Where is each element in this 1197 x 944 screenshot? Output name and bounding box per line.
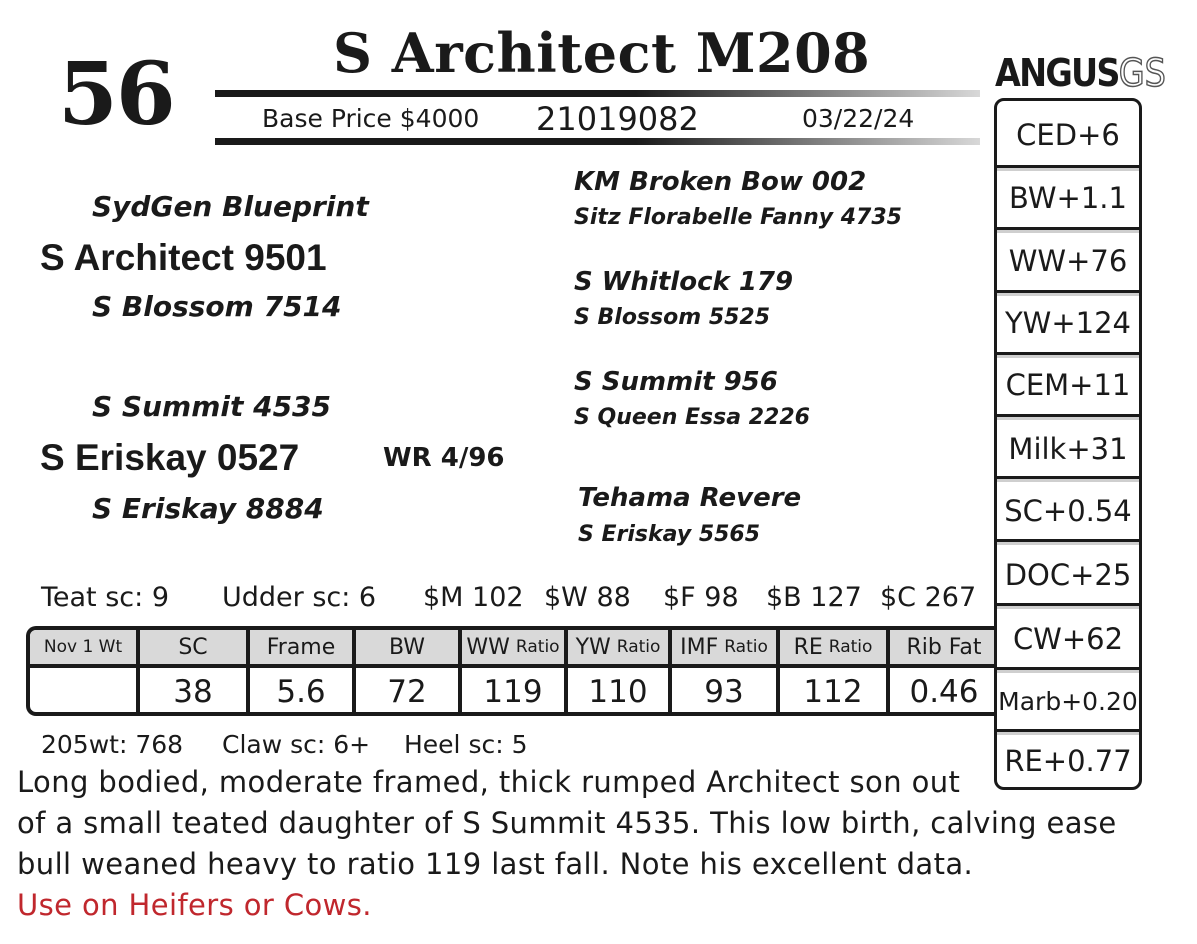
table-divider	[564, 630, 568, 712]
header-nov1wt	[30, 630, 136, 664]
logo-main-text: ANGUS	[995, 51, 1119, 95]
header-sublabel: Ratio	[515, 637, 560, 657]
header-sc	[140, 630, 246, 664]
sale-date: 03/22/24	[802, 104, 915, 133]
logo-suffix-text: GS	[1118, 51, 1166, 95]
table-divider	[458, 630, 462, 712]
claw-score: Claw sc: 6+	[222, 730, 371, 759]
value-nov1wt	[30, 668, 136, 716]
index-w: $W 88	[544, 582, 631, 613]
header-sublabel: Ratio	[828, 637, 873, 657]
epd-ced: CED+6	[1016, 118, 1120, 152]
bull-name: S Architect M208	[333, 21, 871, 85]
header-label: Nov 1 Wt	[43, 637, 123, 657]
description	[17, 762, 1187, 926]
table-header-row	[30, 630, 994, 668]
header-label: SC	[178, 634, 208, 660]
value-frame: 5.6	[276, 674, 326, 710]
base-price: Base Price $4000	[262, 104, 480, 133]
header-label: IMF	[680, 634, 719, 660]
header-label: YW	[575, 634, 611, 660]
epd-cem: CEM+11	[1005, 368, 1131, 402]
header-label: BW	[388, 634, 426, 660]
pedigree-right-dam: Sitz Florabelle Fanny 4735	[574, 205, 902, 230]
value-bw: 72	[387, 674, 427, 710]
header-re-ratio	[780, 630, 886, 664]
table-values-row	[30, 668, 994, 716]
epd-sc: SC+0.54	[1004, 494, 1132, 528]
epd-cw: CW+62	[1012, 622, 1124, 656]
table-divider	[886, 630, 890, 712]
index-b: $B 127	[766, 582, 862, 613]
epd-ww: WW+76	[1008, 244, 1128, 278]
angus-gs-logo	[995, 51, 1166, 95]
dam-sire: S Summit 4535	[92, 390, 332, 423]
table-divider	[246, 630, 250, 712]
use-note: Use on Heifers or Cows.	[17, 888, 372, 922]
dam: S Eriskay 0527	[40, 437, 300, 478]
value-ww-ratio: 119	[483, 674, 543, 710]
heel-score: Heel sc: 5	[404, 730, 528, 759]
value-imf-ratio: 93	[704, 674, 744, 710]
header-label: Frame	[266, 634, 336, 660]
epd-divider	[997, 539, 1139, 542]
epd-milk: Milk+31	[1008, 432, 1128, 466]
header-yw-ratio	[568, 630, 668, 664]
value-re-ratio: 112	[803, 674, 863, 710]
epd-yw: YW+124	[1004, 306, 1132, 340]
value-yw-ratio: 110	[588, 674, 648, 710]
epd-divider	[997, 603, 1139, 606]
description-line: of a small teated daughter of S Summit 4535. This low birth, calving ease	[17, 806, 1117, 840]
table-divider	[136, 630, 140, 712]
table-divider	[668, 630, 672, 712]
description-line: Long bodied, moderate framed, thick rumped Architect son out	[17, 765, 961, 799]
sire: S Architect 9501	[40, 237, 327, 278]
performance-table	[26, 626, 994, 716]
lot-number: 56	[58, 44, 174, 145]
description-line: bull weaned heavy to ratio 119 last fall. Note his excellent data.	[17, 847, 974, 881]
value-rib-fat: 0.46	[909, 674, 979, 710]
pedigree-right-sire: S Summit 956	[574, 367, 778, 397]
epd-doc: DOC+25	[1004, 558, 1132, 592]
epd-marb: Marb+0.20	[998, 686, 1138, 716]
weaning-ratio: WR 4/96	[383, 443, 505, 473]
pedigree-right-sire: S Whitlock 179	[574, 267, 794, 297]
index-c: $C 267	[880, 582, 977, 613]
pedigree-right-dam: S Blossom 5525	[574, 305, 771, 330]
header-label: RE	[793, 634, 823, 660]
pedigree-right-dam: S Queen Essa 2226	[574, 405, 810, 430]
epd-column	[994, 98, 1142, 790]
registration-number: 21019082	[536, 100, 699, 138]
weight-205: 205wt: 768	[41, 730, 184, 759]
epd-re: RE+0.77	[1004, 744, 1132, 778]
table-divider	[352, 630, 356, 712]
header-ww-ratio	[462, 630, 564, 664]
header-frame	[250, 630, 352, 664]
value-sc: 38	[173, 674, 213, 710]
pedigree-right-dam: S Eriskay 5565	[578, 522, 761, 547]
index-f: $F 98	[663, 582, 739, 613]
pedigree-right-sire: Tehama Revere	[578, 483, 802, 513]
header-sublabel: Ratio	[616, 637, 661, 657]
udder-score: Udder sc: 6	[222, 582, 377, 613]
epd-bw: BW+1.1	[1009, 181, 1127, 215]
header-bw	[356, 630, 458, 664]
sire-sire: SydGen Blueprint	[92, 190, 369, 223]
header-rule-bottom	[215, 138, 980, 145]
header-rule-top	[215, 90, 980, 97]
sire-dam: S Blossom 7514	[92, 290, 342, 323]
teat-score: Teat sc: 9	[41, 582, 169, 613]
header-imf-ratio	[672, 630, 776, 664]
header-label: WW	[466, 634, 510, 660]
table-divider	[776, 630, 780, 712]
header-label: Rib Fat	[906, 634, 982, 660]
pedigree-right-sire: KM Broken Bow 002	[574, 167, 867, 197]
header-rib-fat	[890, 630, 994, 664]
header-sublabel: Ratio	[724, 637, 768, 657]
dam-dam: S Eriskay 8884	[92, 492, 324, 525]
index-m: $M 102	[423, 582, 524, 613]
